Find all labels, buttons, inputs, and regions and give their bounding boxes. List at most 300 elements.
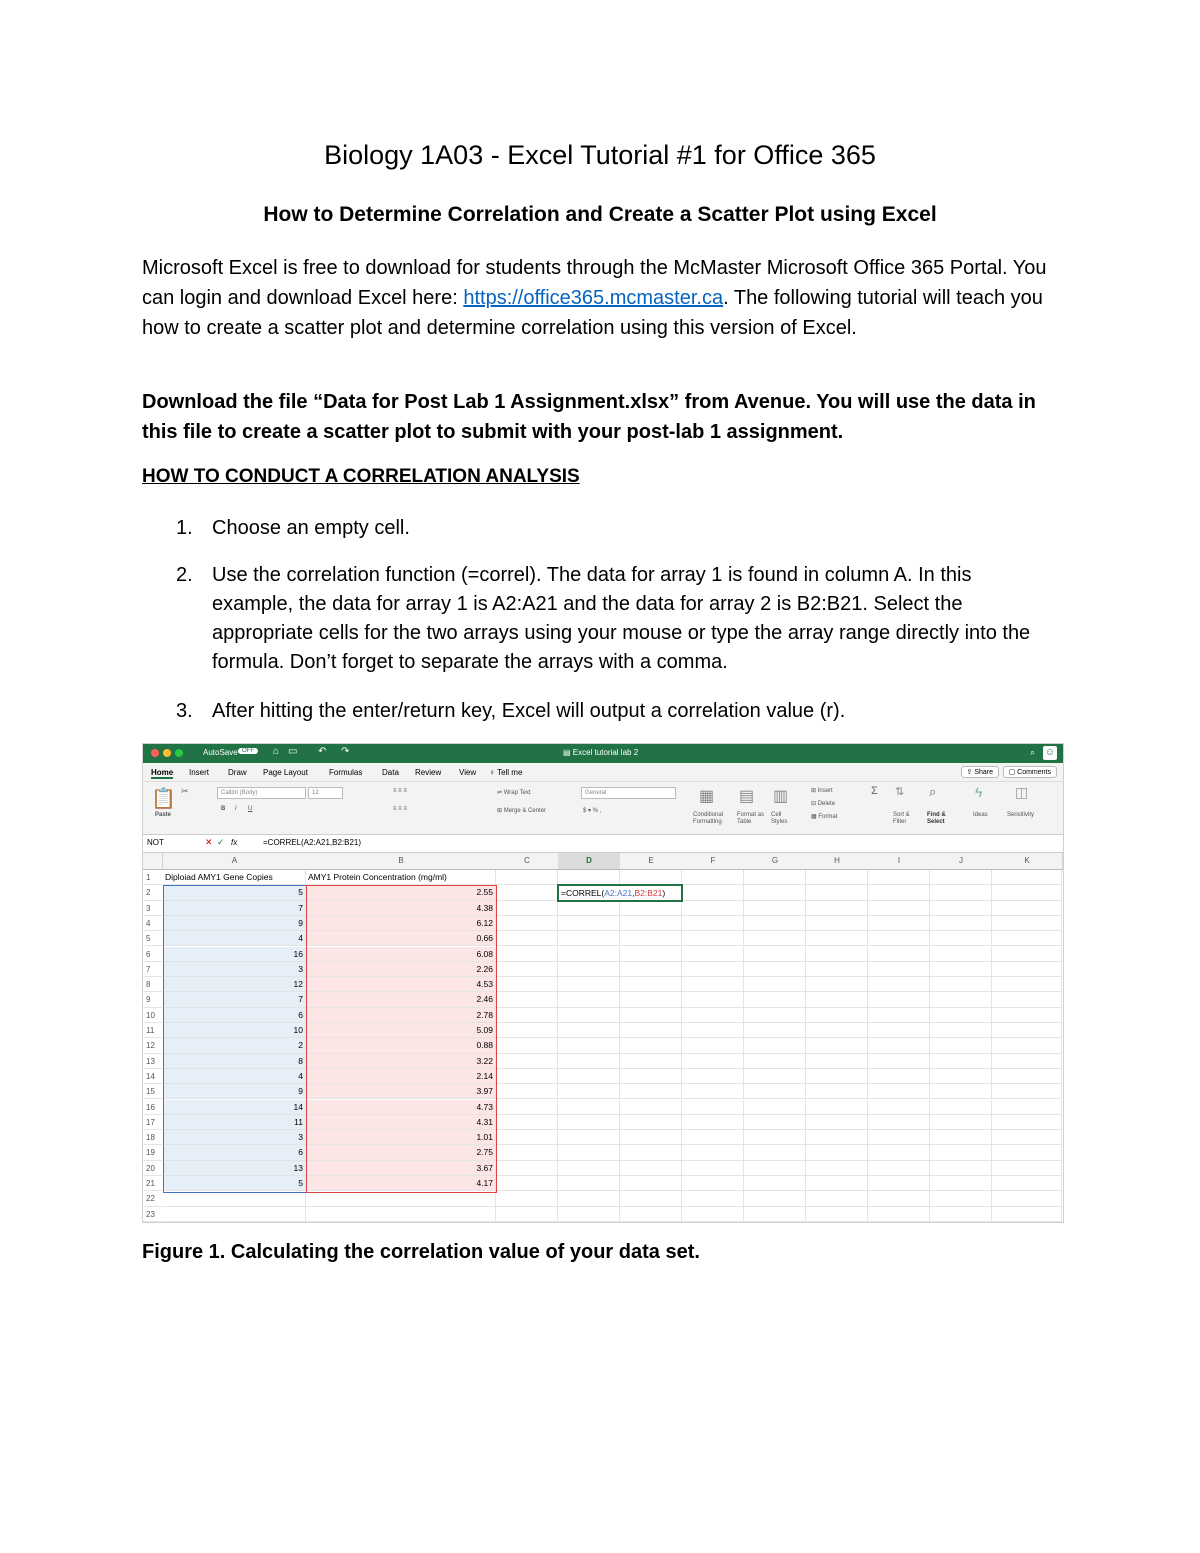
column-header-g[interactable]: G (744, 853, 807, 870)
cell[interactable] (806, 1115, 868, 1130)
cell[interactable] (682, 992, 744, 1007)
cell[interactable] (558, 1023, 620, 1038)
cell[interactable] (868, 916, 930, 931)
row-header[interactable]: 14 (143, 1069, 162, 1084)
cell[interactable] (163, 1191, 306, 1206)
cell[interactable] (992, 977, 1062, 992)
cell[interactable] (620, 1130, 682, 1145)
row-header[interactable]: 12 (143, 1038, 162, 1053)
format-cells-button[interactable]: ▦ Format (811, 814, 838, 820)
cell[interactable] (496, 901, 558, 916)
cell[interactable] (868, 1145, 930, 1160)
cell[interactable] (496, 1191, 558, 1206)
row-header[interactable]: 20 (143, 1161, 162, 1176)
cell[interactable] (930, 1130, 992, 1145)
cell[interactable] (620, 870, 682, 885)
column-header-d[interactable]: D (558, 853, 621, 870)
home-icon[interactable]: ⌂ (273, 746, 280, 757)
cell[interactable]: 8 (163, 1054, 306, 1069)
cell[interactable]: 4.38 (306, 901, 496, 916)
tab-tell-me[interactable]: ♀ Tell me (489, 768, 523, 777)
cell[interactable] (930, 1161, 992, 1176)
cell[interactable] (558, 992, 620, 1007)
cell[interactable] (868, 977, 930, 992)
row-header[interactable]: 13 (143, 1054, 162, 1069)
cell[interactable] (682, 1145, 744, 1160)
cell[interactable] (868, 1054, 930, 1069)
search-icon[interactable]: ⌕ (1029, 747, 1035, 757)
cell[interactable]: 4.53 (306, 977, 496, 992)
cell[interactable] (806, 916, 868, 931)
cell[interactable] (496, 870, 558, 885)
cell[interactable] (620, 1054, 682, 1069)
cell[interactable] (682, 1115, 744, 1130)
column-header-j[interactable]: J (930, 853, 993, 870)
tab-draw[interactable]: Draw (228, 768, 247, 777)
row-header[interactable]: 19 (143, 1145, 162, 1160)
cell[interactable] (496, 1069, 558, 1084)
cell[interactable] (496, 947, 558, 962)
cell[interactable] (558, 1115, 620, 1130)
conditional-formatting-icon[interactable]: ▦ (699, 788, 715, 805)
column-header-k[interactable]: K (992, 853, 1063, 870)
cell[interactable]: 3.97 (306, 1084, 496, 1099)
cell[interactable]: 7 (163, 992, 306, 1007)
row-header[interactable]: 8 (143, 977, 162, 992)
underline-icon[interactable]: U (248, 806, 253, 812)
cell[interactable] (496, 1161, 558, 1176)
cell[interactable]: 4 (163, 1069, 306, 1084)
row-header[interactable]: 9 (143, 992, 162, 1007)
cell[interactable] (558, 931, 620, 946)
cell[interactable] (620, 947, 682, 962)
cell[interactable] (620, 1115, 682, 1130)
delete-cells-button[interactable]: ⊟ Delete (811, 801, 836, 807)
cell[interactable] (868, 1207, 930, 1222)
cell[interactable] (496, 931, 558, 946)
cell[interactable] (682, 1008, 744, 1023)
cell[interactable] (930, 1115, 992, 1130)
cell[interactable] (930, 992, 992, 1007)
cell[interactable] (558, 901, 620, 916)
office365-link[interactable]: https://office365.mcmaster.ca (463, 287, 724, 309)
italic-icon[interactable]: I (235, 806, 237, 812)
cell[interactable]: 2.55 (306, 885, 496, 900)
cell[interactable] (992, 1084, 1062, 1099)
cell[interactable]: 2.75 (306, 1145, 496, 1160)
sort-filter-icon[interactable]: ⇅ (895, 786, 905, 798)
cell[interactable] (682, 1054, 744, 1069)
cell[interactable] (930, 1008, 992, 1023)
autosave-toggle[interactable]: OFF (238, 748, 258, 754)
row-header[interactable]: 11 (143, 1023, 162, 1038)
cell[interactable] (496, 1023, 558, 1038)
row-header[interactable]: 21 (143, 1176, 162, 1191)
cell[interactable] (992, 1115, 1062, 1130)
cell[interactable] (744, 1145, 806, 1160)
cell[interactable] (682, 1161, 744, 1176)
cell[interactable] (620, 1069, 682, 1084)
cell[interactable] (682, 901, 744, 916)
row-header[interactable]: 3 (143, 901, 162, 916)
cell[interactable] (744, 1069, 806, 1084)
cell[interactable] (744, 1130, 806, 1145)
undo-icon[interactable]: ↶ (318, 746, 327, 757)
cell[interactable] (682, 1191, 744, 1206)
cell[interactable] (992, 1145, 1062, 1160)
cell[interactable]: 10 (163, 1023, 306, 1038)
share-button[interactable]: ⇪ Share (961, 766, 1000, 778)
row-header[interactable]: 2 (143, 885, 162, 900)
cell[interactable] (682, 1130, 744, 1145)
row-header[interactable]: 4 (143, 916, 162, 931)
cell[interactable] (930, 870, 992, 885)
cell[interactable] (496, 962, 558, 977)
cell[interactable] (496, 977, 558, 992)
cell[interactable]: 9 (163, 916, 306, 931)
row-header[interactable]: 7 (143, 962, 162, 977)
cell[interactable] (558, 1161, 620, 1176)
cell[interactable] (744, 931, 806, 946)
cell[interactable] (744, 1038, 806, 1053)
cell[interactable]: 3 (163, 962, 306, 977)
wrap-text-button[interactable]: ⇌ Wrap Text (497, 790, 531, 796)
cell[interactable] (868, 1191, 930, 1206)
cell[interactable]: 6.12 (306, 916, 496, 931)
cell[interactable] (992, 1100, 1062, 1115)
row-header[interactable]: 6 (143, 947, 162, 962)
column-header-h[interactable]: H (806, 853, 869, 870)
cell[interactable] (868, 1069, 930, 1084)
cell[interactable]: 2.14 (306, 1069, 496, 1084)
row-header[interactable]: 18 (143, 1130, 162, 1145)
cell[interactable] (744, 1100, 806, 1115)
cell[interactable] (806, 1191, 868, 1206)
cell[interactable] (496, 1008, 558, 1023)
cell[interactable]: 2.26 (306, 962, 496, 977)
row-header[interactable]: 23 (143, 1207, 162, 1222)
cell[interactable]: 12 (163, 977, 306, 992)
cell[interactable] (992, 1008, 1062, 1023)
cell[interactable] (992, 1130, 1062, 1145)
cell[interactable] (682, 977, 744, 992)
cell[interactable] (868, 1023, 930, 1038)
cell[interactable] (682, 1038, 744, 1053)
row-header[interactable]: 5 (143, 931, 162, 946)
bold-icon[interactable]: B (221, 806, 226, 812)
cell[interactable] (682, 947, 744, 962)
cell[interactable] (806, 1130, 868, 1145)
cell[interactable]: 7 (163, 901, 306, 916)
cell[interactable] (496, 885, 558, 900)
cell[interactable] (806, 992, 868, 1007)
row-header[interactable]: 22 (143, 1191, 162, 1206)
column-header-f[interactable]: F (682, 853, 745, 870)
cell[interactable] (558, 1054, 620, 1069)
cell[interactable] (868, 1100, 930, 1115)
minimize-window-icon[interactable] (163, 749, 171, 757)
cell[interactable] (558, 870, 620, 885)
cell[interactable] (806, 931, 868, 946)
cell[interactable] (306, 1191, 496, 1206)
cell[interactable] (558, 1191, 620, 1206)
cell[interactable] (930, 1100, 992, 1115)
select-all-corner[interactable] (143, 853, 163, 870)
cell[interactable] (682, 962, 744, 977)
cell[interactable]: 6 (163, 1145, 306, 1160)
format-as-table-icon[interactable]: ▤ (739, 788, 755, 805)
cell[interactable] (806, 1038, 868, 1053)
number-format-select[interactable]: General (581, 787, 676, 799)
cell[interactable] (806, 1145, 868, 1160)
tab-home[interactable]: Home (151, 768, 174, 777)
cell[interactable] (620, 901, 682, 916)
cell[interactable] (930, 1207, 992, 1222)
cell[interactable] (930, 1023, 992, 1038)
cell[interactable] (558, 916, 620, 931)
cell[interactable]: 0.66 (306, 931, 496, 946)
cell[interactable] (806, 885, 868, 900)
active-cell-d2[interactable] (557, 884, 683, 901)
cell[interactable] (868, 1176, 930, 1191)
cell[interactable] (930, 1054, 992, 1069)
cell[interactable] (744, 947, 806, 962)
cell[interactable]: Diploiad AMY1 Gene Copies (163, 870, 306, 885)
cell[interactable] (992, 1038, 1062, 1053)
insert-cells-button[interactable]: ⊞ Insert (811, 788, 833, 794)
cell[interactable] (868, 1008, 930, 1023)
cell[interactable] (620, 931, 682, 946)
cell[interactable] (496, 1207, 558, 1222)
cell[interactable] (682, 1023, 744, 1038)
cell[interactable] (620, 916, 682, 931)
cell[interactable] (682, 1100, 744, 1115)
cut-icon[interactable]: ✂ (181, 786, 189, 796)
cell[interactable] (930, 977, 992, 992)
cell[interactable] (992, 1023, 1062, 1038)
cell[interactable] (558, 1038, 620, 1053)
cell[interactable] (496, 1130, 558, 1145)
cell[interactable] (992, 1191, 1062, 1206)
cell[interactable] (930, 931, 992, 946)
cell[interactable] (868, 1115, 930, 1130)
tab-view[interactable]: View (459, 768, 477, 777)
cell[interactable] (744, 1115, 806, 1130)
cell[interactable]: 5 (163, 885, 306, 900)
cell[interactable] (930, 1176, 992, 1191)
cell[interactable] (496, 1054, 558, 1069)
cell[interactable] (558, 1008, 620, 1023)
cell[interactable] (930, 916, 992, 931)
cell[interactable] (558, 1100, 620, 1115)
cell[interactable] (558, 1069, 620, 1084)
close-window-icon[interactable] (151, 749, 159, 757)
cell[interactable] (558, 947, 620, 962)
cell[interactable] (744, 916, 806, 931)
cell[interactable] (744, 1023, 806, 1038)
cell[interactable] (744, 1191, 806, 1206)
cell[interactable]: 4.17 (306, 1176, 496, 1191)
cell[interactable] (992, 1161, 1062, 1176)
cell[interactable] (744, 962, 806, 977)
cell[interactable]: 14 (163, 1100, 306, 1115)
cell[interactable] (496, 1038, 558, 1053)
cell[interactable] (806, 1054, 868, 1069)
column-header-a[interactable]: A (163, 853, 307, 870)
column-header-i[interactable]: I (868, 853, 931, 870)
column-header-e[interactable]: E (620, 853, 683, 870)
cell[interactable] (806, 1069, 868, 1084)
paste-icon[interactable]: 📋 (151, 788, 176, 810)
cell[interactable] (806, 1100, 868, 1115)
cell[interactable] (682, 885, 744, 900)
cell[interactable] (806, 1084, 868, 1099)
user-icon[interactable]: ☺ (1044, 747, 1056, 758)
cell[interactable] (992, 901, 1062, 916)
cell[interactable] (306, 1207, 496, 1222)
font-name-select[interactable]: Calibri (Body) (217, 787, 306, 799)
cell[interactable] (930, 1038, 992, 1053)
find-select-icon[interactable]: ⌕ (929, 784, 937, 799)
cell[interactable] (682, 916, 744, 931)
cell[interactable] (682, 870, 744, 885)
cell[interactable] (806, 1176, 868, 1191)
row-header[interactable]: 1 (143, 870, 162, 885)
cell[interactable] (744, 1084, 806, 1099)
cell[interactable] (992, 885, 1062, 900)
merge-center-button[interactable]: ⊞ Merge & Center (497, 808, 547, 814)
cell[interactable]: 2 (163, 1038, 306, 1053)
cell[interactable] (868, 962, 930, 977)
cell[interactable]: 1.01 (306, 1130, 496, 1145)
cell[interactable] (868, 931, 930, 946)
cell[interactable] (992, 870, 1062, 885)
cell[interactable] (620, 977, 682, 992)
cell[interactable] (744, 992, 806, 1007)
cell[interactable] (930, 901, 992, 916)
cell[interactable]: 13 (163, 1161, 306, 1176)
cell[interactable] (744, 1176, 806, 1191)
cell[interactable] (744, 870, 806, 885)
cell[interactable] (496, 1115, 558, 1130)
cell[interactable] (868, 901, 930, 916)
cell[interactable] (806, 962, 868, 977)
cell-styles-icon[interactable]: ▥ (773, 788, 789, 805)
cell[interactable] (682, 1176, 744, 1191)
cell[interactable] (496, 1145, 558, 1160)
cell[interactable] (806, 1207, 868, 1222)
cell[interactable] (992, 916, 1062, 931)
cell[interactable]: 9 (163, 1084, 306, 1099)
cell[interactable] (744, 1008, 806, 1023)
cell[interactable] (558, 1207, 620, 1222)
cell[interactable] (930, 1191, 992, 1206)
cell[interactable]: 2.46 (306, 992, 496, 1007)
ideas-icon[interactable]: ϟ (975, 784, 983, 800)
cell[interactable] (620, 1191, 682, 1206)
cell[interactable]: 0.88 (306, 1038, 496, 1053)
cell[interactable] (744, 1161, 806, 1176)
cell[interactable] (930, 885, 992, 900)
comments-button[interactable]: ▢ Comments (1003, 766, 1057, 778)
cell[interactable] (868, 870, 930, 885)
cell[interactable] (558, 1176, 620, 1191)
cell[interactable] (496, 916, 558, 931)
cell[interactable] (620, 1176, 682, 1191)
cell[interactable] (806, 1161, 868, 1176)
autosum-icon[interactable]: Σ (871, 785, 878, 797)
cell[interactable] (620, 1161, 682, 1176)
cell[interactable]: 4.73 (306, 1100, 496, 1115)
name-box[interactable]: NOT (147, 838, 164, 847)
sensitivity-icon[interactable]: ◫ (1015, 784, 1029, 800)
cell[interactable] (868, 1130, 930, 1145)
cell[interactable] (806, 1023, 868, 1038)
cell[interactable]: 3 (163, 1130, 306, 1145)
tab-data[interactable]: Data (382, 768, 399, 777)
cell[interactable]: 6.08 (306, 947, 496, 962)
cell[interactable] (620, 992, 682, 1007)
column-header-b[interactable]: B (306, 853, 497, 870)
cell[interactable] (868, 947, 930, 962)
cell[interactable] (620, 1100, 682, 1115)
cell[interactable]: 3.22 (306, 1054, 496, 1069)
cell[interactable] (806, 901, 868, 916)
cell[interactable] (992, 931, 1062, 946)
tab-insert[interactable]: Insert (189, 768, 210, 777)
cell[interactable] (744, 885, 806, 900)
cell[interactable] (620, 1207, 682, 1222)
cell[interactable] (806, 870, 868, 885)
align-bottom-icon[interactable]: ≡ ≡ ≡ (393, 806, 407, 812)
row-header[interactable]: 15 (143, 1084, 162, 1099)
cell[interactable] (992, 947, 1062, 962)
maximize-window-icon[interactable] (175, 749, 183, 757)
cell[interactable] (744, 1054, 806, 1069)
font-size-select[interactable]: 12 (308, 787, 343, 799)
cell[interactable] (992, 962, 1062, 977)
cell[interactable] (930, 1069, 992, 1084)
cell[interactable] (496, 992, 558, 1007)
currency-icon[interactable]: $ ▾ % , (583, 808, 602, 814)
cell[interactable] (806, 947, 868, 962)
cell[interactable]: 3.67 (306, 1161, 496, 1176)
cell[interactable] (992, 1176, 1062, 1191)
cell[interactable] (163, 1207, 306, 1222)
cell[interactable]: 16 (163, 947, 306, 962)
cell[interactable]: 2.78 (306, 1008, 496, 1023)
cell[interactable] (930, 947, 992, 962)
cell[interactable] (558, 1145, 620, 1160)
cell[interactable] (558, 962, 620, 977)
cell[interactable] (992, 1207, 1062, 1222)
cell[interactable] (620, 1038, 682, 1053)
cell[interactable]: 4 (163, 931, 306, 946)
cell[interactable] (744, 901, 806, 916)
cell[interactable] (620, 1084, 682, 1099)
cell[interactable] (682, 1069, 744, 1084)
cell[interactable]: 5.09 (306, 1023, 496, 1038)
cell[interactable] (558, 1130, 620, 1145)
cell[interactable] (682, 931, 744, 946)
cell[interactable] (496, 1084, 558, 1099)
cell[interactable] (744, 1207, 806, 1222)
cell[interactable] (992, 1069, 1062, 1084)
cell[interactable] (558, 1084, 620, 1099)
cell[interactable] (806, 977, 868, 992)
row-header[interactable]: 16 (143, 1100, 162, 1115)
cancel-icon[interactable]: ✕ (205, 837, 213, 847)
